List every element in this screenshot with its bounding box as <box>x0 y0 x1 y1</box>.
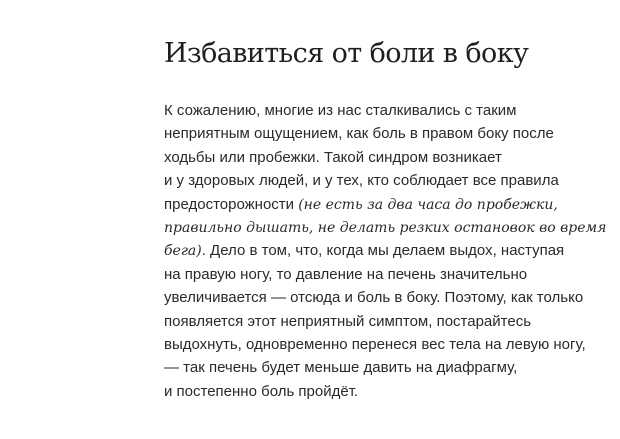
body-line <box>164 310 604 333</box>
body-line <box>164 169 604 192</box>
body-text: на правую ногу, то давление на печень значительно <box>164 265 528 283</box>
body-text: неприятным ощущением, как боль в правом боку после <box>164 125 554 143</box>
body-text: — так печень будет меньше давить на диафрагму, <box>164 359 518 377</box>
body-line <box>164 286 604 309</box>
body-line <box>164 239 604 262</box>
article <box>164 37 607 403</box>
italic-note: (не есть за два часа до пробежки, <box>298 196 558 213</box>
body-line <box>164 263 604 286</box>
body-text: предосторожности <box>164 195 299 213</box>
body-text: и у здоровых людей, и у тех, кто соблюдает все правила <box>164 172 559 190</box>
body-line <box>164 99 604 122</box>
body-text: . Дело в том, что, когда мы делаем выдох, наступая <box>201 242 565 260</box>
article-body <box>164 99 607 403</box>
body-line <box>164 356 604 379</box>
body-line <box>164 216 607 239</box>
body-text: К сожалению, многие из нас сталкивались с таким <box>164 102 517 119</box>
body-text: и постепенно боль пройдёт. <box>164 382 359 400</box>
body-text: выдохнуть, одновременно перенеся вес тела на левую ногу, <box>164 335 586 353</box>
italic-note: бега) <box>164 243 202 260</box>
body-line <box>164 380 604 403</box>
body-line <box>164 333 604 356</box>
body-line <box>164 146 604 169</box>
body-text: появляется этот неприятный симптом, постарайтесь <box>164 312 532 330</box>
article-title: Избавиться от боли в боку <box>164 38 529 69</box>
body-line <box>164 122 604 145</box>
body-text: увеличивается — отсюда и боль в боку. Поэтому, как только <box>164 289 584 307</box>
body-text: ходьбы или пробежки. Такой синдром возникает <box>164 148 502 166</box>
italic-note: правильно дышать, не делать резких остановок во время <box>164 219 607 236</box>
body-line <box>164 193 604 216</box>
